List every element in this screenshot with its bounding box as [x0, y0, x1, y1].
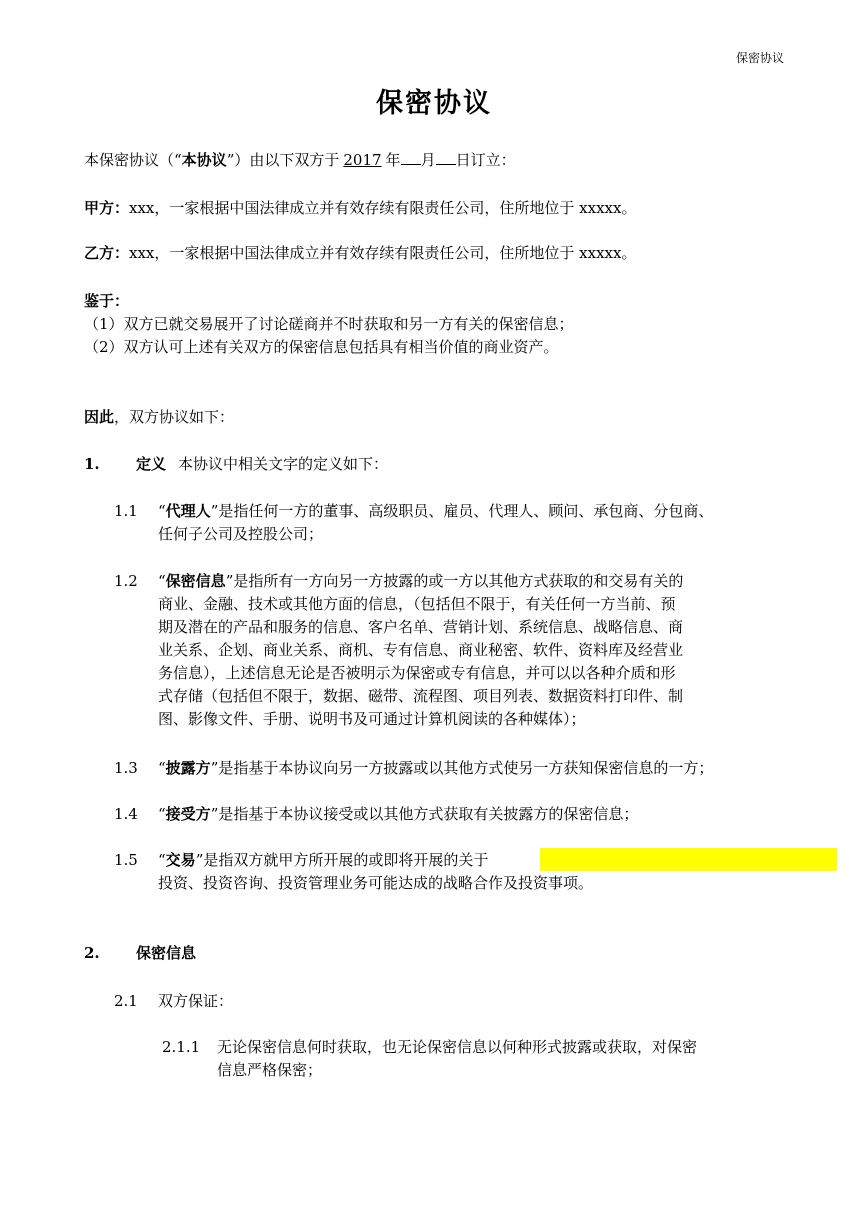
clause-1-2-line-1 [158, 570, 683, 592]
clause-2-1-1-line-2: 信息严格保密； [217, 1061, 323, 1079]
clause-1-3-text: 是指基于本协议向另一方披露或以其他方式使另一方获知保密信息的一方； [218, 759, 714, 777]
clause-1-2-text: 是指所有一方向另一方披露的或一方以其他方式获取的和交易有关的 [233, 572, 684, 590]
clause-1-5-line-1 [158, 849, 488, 871]
clause-1-2-line-4: 业关系、企划、商业关系、商机、专有信息、商业秘密、软件、资料库及经营业 [158, 641, 684, 659]
quote-open: “ [158, 572, 166, 590]
party-a [84, 197, 636, 219]
intro-text-mid: ”）由以下双方于 [226, 151, 340, 169]
clause-1-4-text: 是指基于本协议接受或以其他方式获取有关披露方的保密信息； [218, 805, 639, 823]
whereas-item-2: （2）双方认可上述有关双方的保密信息包括具有相当价值的商业资产。 [84, 338, 559, 356]
intro-month-unit: 月 [420, 151, 436, 169]
intro-day-unit: 日订立： [455, 151, 516, 169]
term-discloser: 披露方 [165, 759, 211, 777]
clause-1-4-line [158, 803, 638, 825]
document-title: 保密协议 [376, 88, 492, 119]
clause-2-1-text: 双方保证： [158, 992, 234, 1010]
quote-open: “ [158, 805, 166, 823]
clause-1-2-number: 1.2 [114, 572, 138, 590]
page-header: 保密协议 [735, 51, 784, 65]
quote-open: “ [158, 759, 166, 777]
clause-1-1-number: 1.1 [114, 502, 138, 520]
quote-close: ” [210, 502, 219, 520]
party-a-label: 甲方： [84, 199, 130, 217]
section-1-title: 定义 [136, 455, 167, 473]
clause-1-2-line-3: 期及潜在的产品和服务的信息、客户名单、营销计划、系统信息、战略信息、商 [158, 618, 684, 636]
whereas-label-text: 鉴于： [84, 292, 130, 310]
clause-1-1-text: 是指任何一方的董事、高级职员、雇员、代理人、顾问、承包商、分包商、 [218, 502, 714, 520]
clause-2-1-number: 2.1 [114, 992, 138, 1010]
therefore-paragraph [84, 406, 234, 428]
clause-1-5-number: 1.5 [114, 851, 138, 869]
whereas-item-1: （1）双方已就交易展开了讨论磋商并不时获取和另一方有关的保密信息； [84, 315, 574, 333]
clause-1-5-line-2: 投资、投资咨询、投资管理业务可能达成的战略合作及投资事项。 [158, 874, 594, 892]
party-b-text: xxx，一家根据中国法律成立并有效存续有限责任公司，住所地位于 xxxxx。 [129, 244, 637, 262]
clause-1-2-line-2: 商业、金融、技术或其他方面的信息，（包括但不限于，有关任何一方当前、预 [158, 595, 676, 613]
redaction-highlight [540, 848, 837, 871]
party-b [84, 242, 636, 264]
clause-1-1-line-2: 任何子公司及控股公司； [158, 525, 324, 543]
quote-open: “ [158, 502, 166, 520]
section-2-number: 2. [84, 944, 100, 962]
clause-1-3-line [158, 757, 713, 779]
clause-1-1-line-1 [158, 500, 713, 522]
day-blank [436, 149, 456, 165]
quote-close: ” [225, 572, 234, 590]
clause-2-1-1-number: 2.1.1 [162, 1038, 201, 1056]
therefore-text: ，双方协议如下： [114, 408, 235, 426]
party-b-label: 乙方： [84, 244, 130, 262]
section-1-text: 本协议中相关文字的定义如下： [178, 455, 389, 473]
clause-1-2-line-7: 图、影像文件、手册、说明书及可通过计算机阅读的各种媒体）； [158, 710, 586, 728]
intro-paragraph [84, 149, 516, 171]
therefore-bold: 因此 [84, 408, 115, 426]
clause-1-2-line-5: 务信息），上述信息无论是否被明示为保密或专有信息，并可以以各种介质和形 [158, 664, 676, 682]
month-blank [401, 149, 421, 165]
clause-2-1-1-line-1: 无论保密信息何时获取，也无论保密信息以何种形式披露或获取，对保密 [217, 1038, 698, 1056]
clause-1-5-text: 是指双方就甲方所开展的或即将开展的关于 [203, 851, 489, 869]
quote-open: “ [158, 851, 166, 869]
section-1-number: 1. [84, 455, 100, 473]
term-transaction: 交易 [165, 851, 196, 869]
term-agent: 代理人 [165, 502, 211, 520]
quote-close: ” [210, 759, 219, 777]
whereas-label [84, 290, 129, 312]
term-recipient: 接受方 [165, 805, 211, 823]
party-a-text: xxx，一家根据中国法律成立并有效存续有限责任公司，住所地位于 xxxxx。 [129, 199, 637, 217]
intro-year-unit: 年 [385, 151, 401, 169]
section-2-title: 保密信息 [136, 944, 197, 962]
clause-1-2-line-6: 式存储（包括但不限于，数据、磁带、流程图、项目列表、数据资料打印件、制 [158, 687, 684, 705]
intro-year: 2017 [343, 151, 382, 169]
term-confidential-info: 保密信息 [165, 572, 226, 590]
intro-bold-term: 本协议 [181, 151, 227, 169]
intro-text: 本保密协议（“ [84, 151, 182, 169]
quote-close: ” [210, 805, 219, 823]
quote-close: ” [195, 851, 204, 869]
clause-1-3-number: 1.3 [114, 759, 138, 777]
clause-1-4-number: 1.4 [114, 805, 138, 823]
